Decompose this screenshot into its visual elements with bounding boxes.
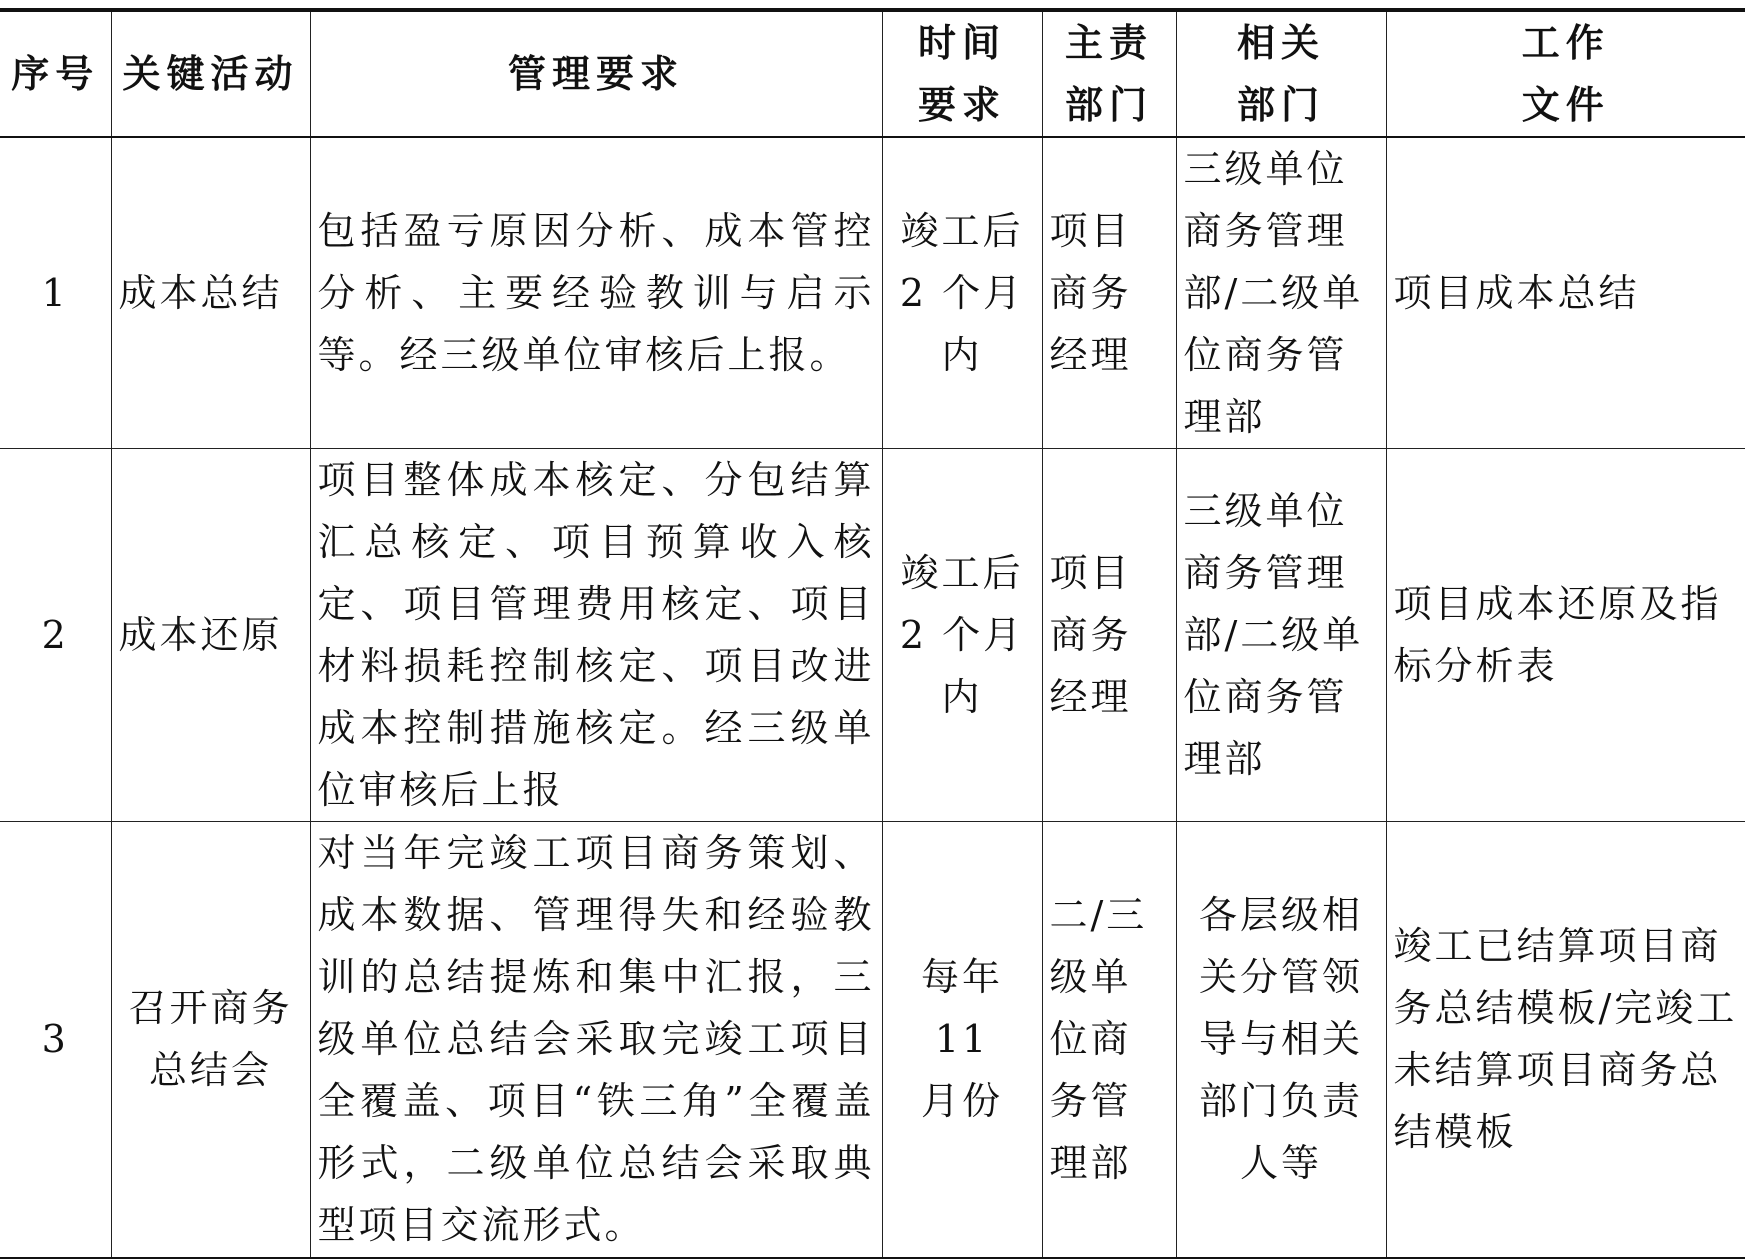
cell-time: 竣工后 2 个月内	[882, 137, 1042, 449]
cell-activity: 召开商务 总结会	[111, 822, 310, 1258]
cell-related: 各层级相关分管领导与相关部门负责人等	[1176, 822, 1386, 1258]
cell-requirement: 项目整体成本核定、分包结算汇总核定、项目预算收入核定、项目管理费用核定、项目材料损耗控制核定、项目改进成本控制措施核定。经三级单位审核后上报	[310, 449, 882, 822]
cell-time: 每年 11 月份	[882, 822, 1042, 1258]
header-requirement: 管理要求	[310, 10, 882, 137]
header-activity: 关键活动	[111, 10, 310, 137]
header-docs: 工作 文件	[1386, 10, 1745, 137]
header-row	[0, 10, 1745, 137]
cell-seq: 2	[0, 449, 111, 822]
table-row	[0, 137, 1745, 449]
cell-seq: 3	[0, 822, 111, 1258]
cell-requirement: 包括盈亏原因分析、成本管控分析、主要经验教训与启示等。经三级单位审核后上报。	[310, 137, 882, 449]
header-related: 相关 部门	[1176, 10, 1386, 137]
cell-time: 竣工后 2 个月内	[882, 449, 1042, 822]
cell-seq: 1	[0, 137, 111, 449]
cell-docs: 项目成本还原及指标分析表	[1386, 449, 1745, 822]
header-owner: 主责 部门	[1042, 10, 1176, 137]
table-row	[0, 822, 1745, 1258]
cell-owner: 项目商务经理	[1042, 137, 1176, 449]
cell-owner: 二/三级单位商务管理部	[1042, 822, 1176, 1258]
cell-activity: 成本总结	[111, 137, 310, 449]
cell-docs: 竣工已结算项目商务总结模板/完竣工未结算项目商务总结模板	[1386, 822, 1745, 1258]
cell-owner: 项目商务经理	[1042, 449, 1176, 822]
header-time: 时间 要求	[882, 10, 1042, 137]
cell-related: 三级单位商务管理部/二级单位商务管理部	[1176, 449, 1386, 822]
cell-related: 三级单位商务管理部/二级单位商务管理部	[1176, 137, 1386, 449]
cell-activity: 成本还原	[111, 449, 310, 822]
table-row	[0, 449, 1745, 822]
cell-docs: 项目成本总结	[1386, 137, 1745, 449]
cell-requirement: 对当年完竣工项目商务策划、成本数据、管理得失和经验教训的总结提炼和集中汇报，三级单位总结会采取完竣工项目全覆盖、项目“铁三角”全覆盖形式，二级单位总结会采取典型项目交流形式。	[310, 822, 882, 1258]
work-table	[0, 8, 1745, 1259]
header-seq: 序号	[0, 10, 111, 137]
